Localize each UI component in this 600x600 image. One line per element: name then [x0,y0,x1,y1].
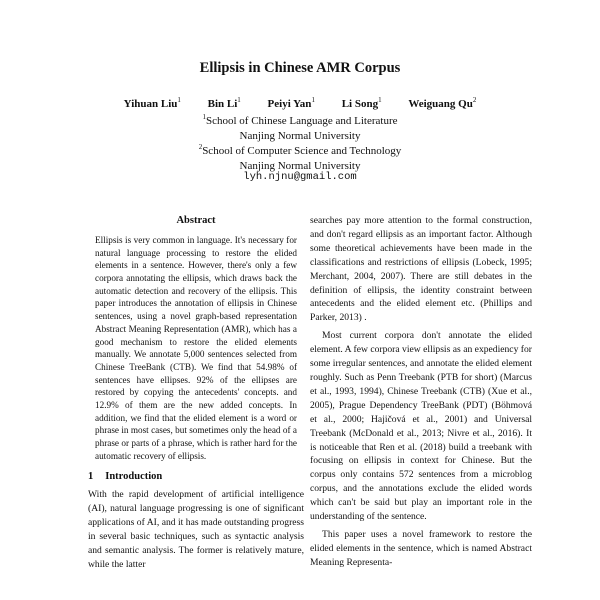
affiliation-1: $^1$School of Chinese Language and Literature Nanjing Normal University [202,113,398,142]
affiliation-2: $^2$School of Computer Science and Technology Nanjing Normal University [198,143,402,172]
author-email: lyh.njnu@gmail.com [243,171,357,183]
author: Weiguang Qu$^2$ [408,96,477,110]
body-paragraph: Most current corpora don't annotate the elided element. A few corpora view ellipsis as an expediency for some irregular sentences, and annotate the elided element roughly. Such as Penn Treebank (PTB for short) (Marcus et al., 1993, 1994), Chinese Treebank (CTB) (Xue et al., 2005), Prague Dependency TreeBank (PDT) (Böhmová et al., 2000; Hajičová et al., 2001) and Universal Treebank (McDonald et al., 2013; Nivre et al., 2016). It is noticeable that Ren et al. (2018) build a treebank with focusing on ellipsis in context for Chinese. But the corpus only contains 572 sentences from a microblog corpus, and the annotations exclude the elided words which can't be said but play an important role in the understanding of the sentence. [310,330,532,523]
section-heading: 1 Introduction [88,470,163,482]
left-column [88,214,304,572]
author: Peiyi Yan$^1$ [267,96,315,110]
author-list [0,96,600,110]
author: Yihuan Liu$^1$ [123,96,181,110]
intro-paragraph: With the rapid development of artificial intelligence (AI), natural language progressing is one of significant applications of AI, and it has made outstanding progress in several basic techniques, such as syntactic analysis and semantic analysis. The former is relatively mature, while the latter [88,489,304,570]
body-paragraph: This paper uses a novel framework to restore the elided elements in the sentence, which is named Abstract Meaning Representa- [310,528,532,568]
body-paragraph: searches pay more attention to the formal construction, and don't regard ellipsis as an important factor. Although some theoretical achievements have been made in the classifications and restrictions of ellipsis (Lobeck, 1995; Merchant, 2004, 2007). There are still debates in the definition of ellipsis, the identity constraint between antecedents and the elided element etc. (Phillips and Parker, 2013) . [310,215,532,324]
right-column [310,214,532,570]
author: Li Song$^1$ [341,96,382,110]
author: Bin Li$^1$ [207,96,241,110]
paper-title: Ellipsis in Chinese AMR Corpus [199,60,401,76]
abstract-text: Ellipsis is very common in language. It's necessary for natural language processing to restore the elided elements in a sentence. However, there's only a few corpora annotating the ellipsis, which draws back the automatic detection and recovery of the ellipsis. This paper introduces the annotation of ellipsis in Chinese sentences, using a novel graph-based representation Abstract Meaning Representation (AMR), which has a good mechanism to restore the elided elements manually. We annotate 5,000 sentences selected from Chinese TreeBank (CTB). We find that 54.98% of sentences have ellipses. 92% of the ellipses are restored by copying the antecedents' concepts. and 12.9% of them are the new added concepts. In addition, we find that the elided element is a word or phrase in most cases, but sometimes only the head of a phrase or parts of a phrase, which is rather hard for the automatic recovery of ellipsis. [95,234,297,461]
abstract-heading: Abstract [176,215,216,226]
